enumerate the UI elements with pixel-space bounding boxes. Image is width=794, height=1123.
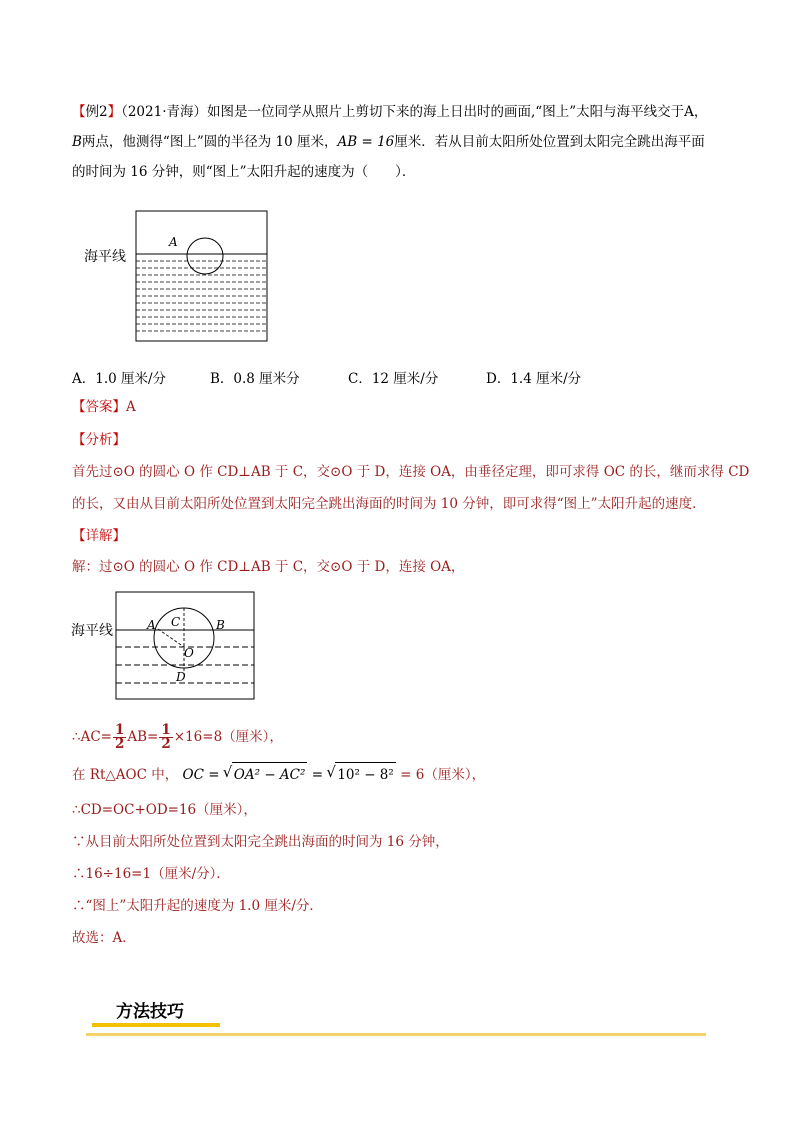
step-1: ∴AC= $\frac{1}{2}$ AB= $\frac{1}{2}$ ×16=8（厘米）， [72,722,283,752]
problem-text-2a: 两点，他测得“图上”圆的半径为 10 厘米， [81,134,338,150]
method-tips-title: 方法技巧 [116,1002,184,1022]
option-c[interactable]: C．12 厘米/分 [348,371,439,387]
analysis-heading-line: 【分析】 [72,432,126,448]
detail-intro: 解：过⊙O 的圆心 O 作 CD⊥AB 于 C，交⊙O 于 D，连接 OA， [72,559,465,575]
option-b[interactable]: B．0.8 厘米分 [210,371,300,387]
label-d: D [176,670,186,684]
sqrt-10-8: √ 10² − 8² [335,762,396,787]
label-a-2: A [147,618,156,632]
figure-sunrise-1 [80,210,280,345]
figure-sunrise-2 [70,591,270,703]
answer-value: A [126,399,136,415]
option-d[interactable]: D．1.4 厘米/分 [486,371,582,387]
problem-line-1: 【例2】（2021·青海）如图是一位同学从照片上剪切下来的海上日出时的画面,“图上”太阳与海平线交于A， [72,104,708,120]
step-6: ∴“图上”太阳升起的速度为 1.0 厘米/分． [72,898,323,914]
problem-line-2 [72,132,705,152]
answer-heading: 答案 [85,399,113,415]
analysis-line-1: 首先过⊙O 的圆心 O 作 CD⊥AB 于 C，交⊙O 于 D，连接 OA，由垂径定理，即可求得 OC 的长，继而求得 CD [72,464,750,480]
step-2: 在 Rt△AOC 中， OC = √ OA² − AC² = √ 10² − 8² = 6（厘米）， [72,762,485,787]
problem-source: （2021·青海） [121,104,207,120]
problem-text-1: 如图是一位同学从照片上剪切下来的海上日出时的画面,“图上”太阳与海平线交于A， [207,104,708,120]
point-b-ref: B [72,134,82,150]
step-4: ∵从目前太阳所处位置到太阳完全跳出海面的时间为 16 分钟， [72,834,449,850]
answer-section: 【答案】A [72,399,136,415]
label-c: C [171,615,181,629]
photo-frame [136,211,267,341]
label-b: B [216,618,225,632]
figure-1-svg [80,210,280,345]
analysis-line-2: 的长，又由从目前太阳所处位置到太阳完全跳出海面的时间为 10 分钟，即可求得“图上”太阳升起的速度． [72,496,706,512]
label-a: A [169,235,178,249]
step-3: ∴CD=OC+OD=16（厘米）， [72,802,257,818]
option-a[interactable]: A．1.0 厘米/分 [72,371,167,387]
figure-2-svg [70,591,270,703]
sqrt-oa-ac: √ OA² − AC² [232,762,308,787]
example-label: 例2 [85,104,108,120]
problem-text-2b: 厘米．若从目前太阳所处位置到太阳完全跳出海平面 [394,134,705,150]
fraction-half-2: $\frac{1}{2}$ [161,722,171,752]
segment-oa [158,629,184,647]
analysis-heading: 分析 [85,432,113,448]
step-7: 故选：A． [72,930,136,946]
fraction-half-1: $\frac{1}{2}$ [114,722,125,752]
sea-level-label: 海平线 [84,249,126,265]
method-title-underline [92,1023,220,1027]
ab-formula: AB = 16 [337,134,395,150]
method-section-rule [86,1033,706,1036]
detail-heading: 详解 [85,528,113,544]
label-o: O [184,646,194,660]
detail-heading-line: 【详解】 [72,528,126,544]
sun-circle [187,238,223,274]
problem-text-3: 的时间为 16 分钟，则“图上”太阳升起的速度为（ ）． [72,164,416,180]
step-5: ∴16÷16=1（厘米/分）． [72,866,230,882]
sea-level-label-2: 海平线 [71,623,113,639]
problem-line-3 [72,162,415,182]
oc-formula-lhs: OC = [182,767,220,783]
